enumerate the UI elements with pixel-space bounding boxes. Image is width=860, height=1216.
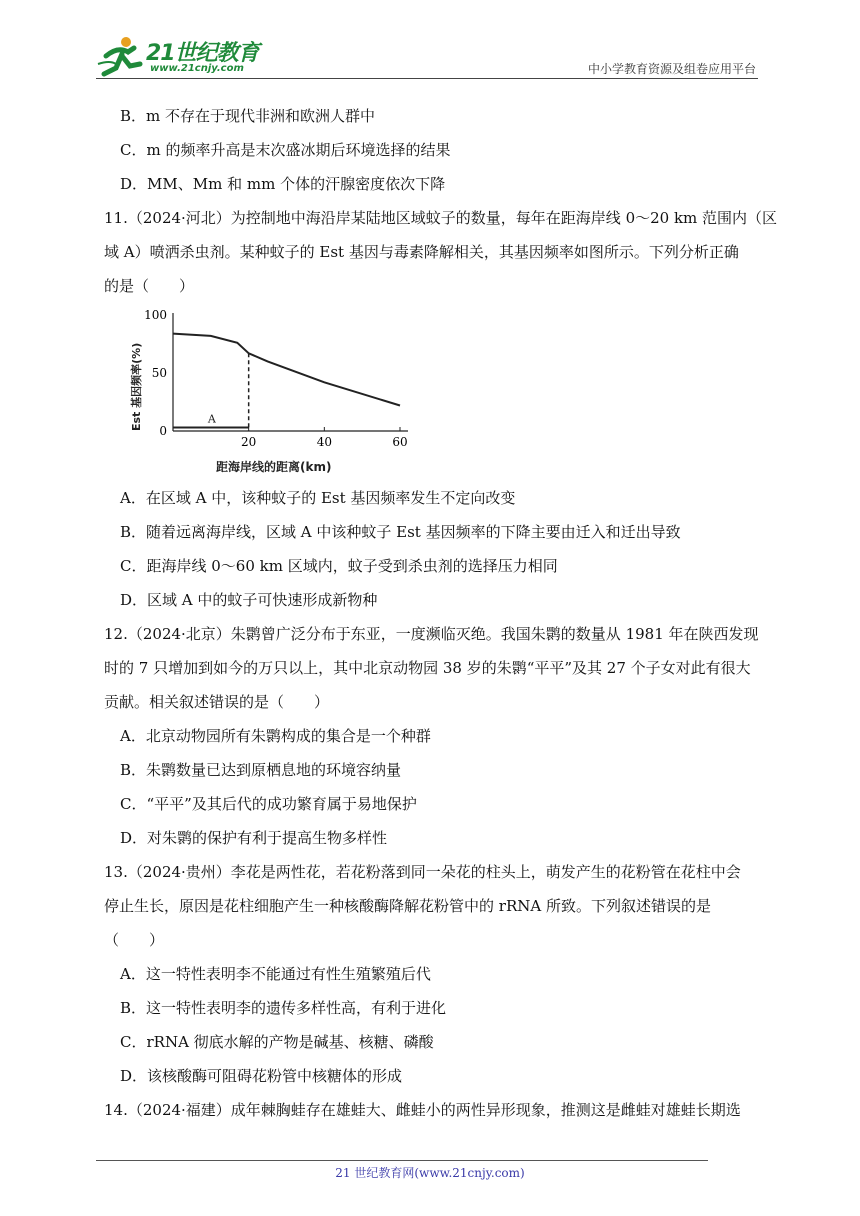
q14-stem-line-1: 14.（2024·福建）成年棘胸蛙存在雄蛙大、雌蛙小的两性异形现象，推测这是雌蛙对雄蛙长期选 xyxy=(104,1101,741,1119)
q13-stem-line-3: （ ） xyxy=(104,931,165,949)
x-tick-label: 60 xyxy=(392,435,408,449)
page-header xyxy=(0,0,860,80)
y-axis-label: Est 基因频率(%) xyxy=(130,342,143,431)
q11-option-c: C．距海岸线 0～60 km 区域内，蚊子受到杀虫剂的选择压力相同 xyxy=(120,557,558,575)
logo-text: 21世纪教育 xyxy=(146,41,259,66)
y-tick-label: 0 xyxy=(159,424,167,438)
site-logo[interactable] xyxy=(96,34,276,78)
q10-option-b: B．m 不存在于现代非洲和欧洲人群中 xyxy=(120,107,376,125)
q12-option-a: A．北京动物园所有朱鹮构成的集合是一个种群 xyxy=(120,727,431,745)
est-frequency-line xyxy=(173,334,400,406)
q13-stem-line-1: 13.（2024·贵州）李花是两性花，若花粉落到同一朵花的柱头上，萌发产生的花粉管在花柱中会 xyxy=(104,863,741,881)
footer-divider xyxy=(96,1160,708,1161)
footer-link[interactable]: 21 世纪教育网(www.21cnjy.com) xyxy=(335,1166,525,1180)
q12-option-c: C．“平平”及其后代的成功繁育属于易地保护 xyxy=(120,795,417,813)
region-a-label: A xyxy=(207,412,216,426)
x-axis-label: 距海岸线的距离(km) xyxy=(216,460,332,474)
q11-stem-line-3: 的是（ ） xyxy=(104,277,195,295)
q12-stem-line-2: 时的 7 只增加到如今的万只以上，其中北京动物园 38 岁的朱鹮“平平”及其 27 个子女对此有很大 xyxy=(104,659,751,677)
q10-option-c: C．m 的频率升高是末次盛冰期后环境选择的结果 xyxy=(120,141,451,159)
runner-logo-icon xyxy=(96,34,146,78)
q13-option-a: A．这一特性表明李不能通过有性生殖繁殖后代 xyxy=(120,965,431,983)
q12-stem-line-1: 12.（2024·北京）朱鹮曾广泛分布于东亚，一度濒临灭绝。我国朱鹮的数量从 1981 年在陕西发现 xyxy=(104,625,759,643)
x-tick-label: 40 xyxy=(316,435,332,449)
q13-option-c: C．rRNA 彻底水解的产物是碱基、核糖、磷酸 xyxy=(120,1033,434,1051)
q13-stem-line-2: 停止生长，原因是花柱细胞产生一种核酸酶降解花粉管中的 rRNA 所致。下列叙述错误的是 xyxy=(104,897,711,915)
chart-svg xyxy=(128,305,428,480)
q12-stem-line-3: 贡献。相关叙述错误的是（ ） xyxy=(104,693,330,711)
q11-option-b: B．随着远离海岸线，区域 A 中该种蚊子 Est 基因频率的下降主要由迁入和迁出导致 xyxy=(120,523,681,541)
y-tick-label: 100 xyxy=(144,308,167,322)
q11-option-d: D．区域 A 中的蚊子可快速形成新物种 xyxy=(120,591,378,609)
q13-option-b: B．这一特性表明李的遗传多样性高，有利于进化 xyxy=(120,999,447,1017)
q12-option-d: D．对朱鹮的保护有利于提高生物多样性 xyxy=(120,829,388,847)
est-frequency-chart xyxy=(128,305,428,480)
q11-stem-line-1: 11.（2024·河北）为控制地中海沿岸某陆地区域蚊子的数量，每年在距海岸线 0～20 km 范围内（区 xyxy=(104,209,778,227)
q12-option-b: B．朱鹮数量已达到原栖息地的环境容纳量 xyxy=(120,761,402,779)
q10-option-d: D．MM、Mm 和 mm 个体的汗腺密度依次下降 xyxy=(120,175,446,193)
y-tick-label: 50 xyxy=(151,366,167,380)
header-divider xyxy=(96,78,758,79)
q11-stem-line-2: 域 A）喷洒杀虫剂。某种蚊子的 Est 基因与毒素降解相关，其基因频率如图所示。下列分析正确 xyxy=(104,243,739,261)
platform-name: 中小学教育资源及组卷应用平台 xyxy=(587,62,756,76)
q11-option-a: A．在区域 A 中，该种蚊子的 Est 基因频率发生不定向改变 xyxy=(120,489,516,507)
x-tick-label: 20 xyxy=(241,435,257,449)
q13-option-d: D．该核酸酶可阻碍花粉管中核糖体的形成 xyxy=(120,1067,403,1085)
logo-url: www.21cnjy.com xyxy=(150,63,244,74)
